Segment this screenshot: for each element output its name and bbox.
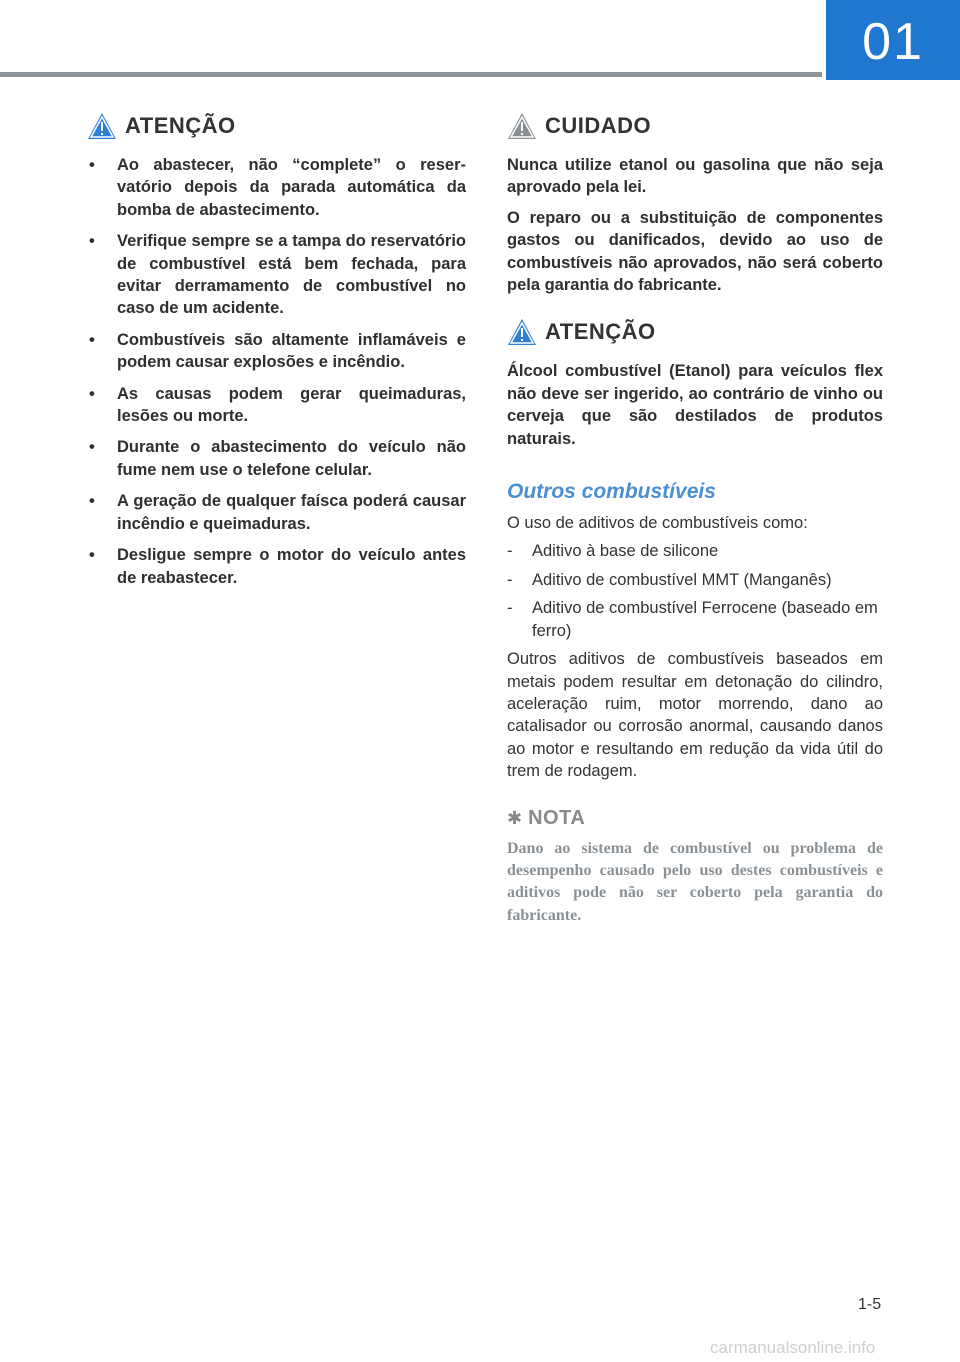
caution-header <box>507 112 883 140</box>
warning-title: ATENÇÃO <box>125 113 236 138</box>
caution-paragraph: Nunca utilize etanol ou gasolina que não seja aprovado pela lei. <box>507 156 883 197</box>
bullet-mark: • <box>89 438 95 457</box>
warning-icon <box>87 112 117 140</box>
dash-mark: - <box>507 570 513 589</box>
bullet-text: Combustíveis são altamente inflamáveis e podem causar explosões e incêndio. <box>117 330 466 372</box>
bullet-text: A geração de qualquer faísca poderá causar incêndio e queimaduras. <box>117 492 466 533</box>
caution-paragraph: O reparo ou a substituição de componentes gastos ou danificados, devido ao uso de combustíveis não aprovados, não será coberto pela garantia do fabricante. <box>507 208 883 295</box>
note-text: Dano ao sistema de combustível ou problema de desempenho causado pelo uso destes combustíveis e aditivos pode não ser coberto pela garantia do fabricante. <box>507 839 883 924</box>
intro-paragraph: O uso de aditivos de combustíveis como: <box>507 514 808 533</box>
list-item <box>87 436 466 481</box>
bullet-mark: • <box>89 492 95 511</box>
list-item <box>87 329 466 374</box>
list-item <box>507 540 883 562</box>
additive-list <box>507 540 883 642</box>
dash-item-text: Aditivo de combustível MMT (Manganês) <box>532 570 832 589</box>
bullet-mark: • <box>89 384 95 403</box>
bullet-mark: • <box>89 232 95 251</box>
right-column <box>507 112 883 927</box>
note-title: NOTA <box>528 806 586 829</box>
dash-item-text: Aditivo de combustível Ferrocene (baseado em ferro) <box>532 599 878 640</box>
list-item <box>87 230 466 320</box>
bullet-text: Ao abastecer, não “complete” o reservatório depois da parada automática da bomba de abastecimento. <box>117 156 466 219</box>
warning-title: ATENÇÃO <box>545 319 656 345</box>
bullet-mark: • <box>89 546 95 565</box>
chapter-tab: 01 <box>826 0 960 80</box>
page-number: 1-5 <box>858 1296 882 1313</box>
asterisk-icon: ✱ <box>507 807 523 828</box>
header-rule <box>0 72 822 77</box>
bullet-text: Desligue sempre o motor do veículo antes de reabastecer. <box>117 546 466 587</box>
list-item <box>87 544 466 589</box>
bullet-text: Durante o abastecimento do veículo não fume nem use o telefone celular. <box>117 438 466 479</box>
note-header <box>507 807 883 830</box>
bullet-mark: • <box>89 156 95 174</box>
watermark: carmanualsonline.info <box>710 1338 876 1357</box>
warning-icon <box>507 318 537 346</box>
list-item <box>87 154 466 221</box>
bullet-text: Verifique sempre se a tampa do reservatório de combustível está bem fechada, para evitar derramamento de combustível no caso de um acidente. <box>117 232 466 318</box>
dash-mark: - <box>507 542 513 561</box>
warning-header <box>507 318 883 346</box>
list-item <box>507 597 883 642</box>
warning-header <box>87 112 466 140</box>
warning-bullet-list <box>87 154 466 589</box>
caution-icon <box>507 112 537 140</box>
left-column <box>87 112 466 598</box>
list-item <box>87 490 466 535</box>
caution-title: CUIDADO <box>545 113 652 138</box>
list-item <box>507 569 883 591</box>
warning-paragraph: Álcool combustível (Etanol) para veículos flex não deve ser ingerido, ao contrário de vinho ou cerveja que são destilados de produtos naturais. <box>507 362 883 448</box>
bullet-mark: • <box>89 330 95 349</box>
bullet-text: As causas podem gerar queimaduras, lesões ou morte. <box>117 384 466 426</box>
body-paragraph: Outros aditivos de combustíveis baseados em metais podem resultar em detonação do cilindro, aceleração ruim, motor morrendo, dano ao catalisador ou corrosão anormal, causando danos ao motor e resultando em redução da vida útil do trem de rodagem. <box>507 650 883 781</box>
dash-mark: - <box>507 599 513 618</box>
dash-item-text: Aditivo à base de silicone <box>532 542 719 561</box>
section-title: Outros combustíveis <box>507 480 716 504</box>
list-item <box>87 383 466 428</box>
